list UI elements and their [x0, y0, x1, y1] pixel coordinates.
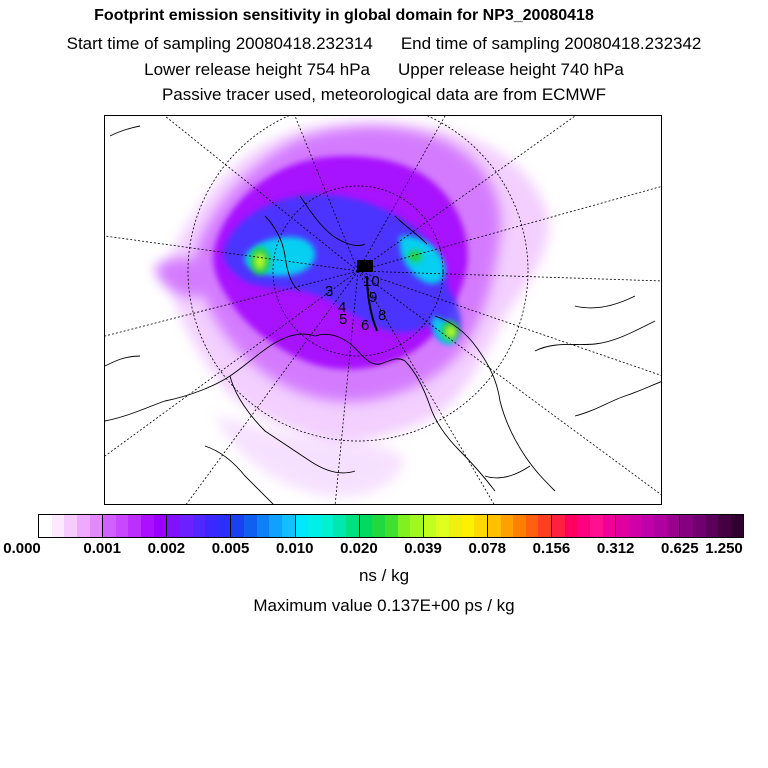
colorbar-tick-label: 0.078 — [468, 540, 507, 557]
colorbar-cell — [193, 515, 206, 537]
site-label-8: 8 — [378, 307, 387, 324]
site-label-5: 5 — [339, 311, 348, 328]
colorbar-cell — [641, 515, 654, 537]
colorbar-cell — [295, 515, 309, 537]
release-lower: Lower release height 754 hPa — [144, 60, 370, 79]
colorbar-cell — [321, 515, 334, 537]
colorbar-cell — [654, 515, 667, 537]
colorbar-cell — [282, 515, 295, 537]
colorbar-tick-label: 0.312 — [596, 540, 635, 557]
colorbar-cell — [269, 515, 282, 537]
colorbar-cell — [731, 515, 744, 537]
site-label-4: 4 — [338, 299, 347, 316]
colorbar-cell — [166, 515, 180, 537]
colorbar-tick-labels — [0, 540, 768, 560]
colorbar-cell — [244, 515, 257, 537]
site-label-10: 10 — [363, 273, 380, 290]
colorbar-cell — [39, 515, 52, 537]
colorbar-cell — [679, 515, 693, 537]
colorbar-cell — [218, 515, 231, 537]
colorbar-cell — [590, 515, 603, 537]
colorbar-cell — [501, 515, 514, 537]
colorbar-cell — [154, 515, 167, 537]
release-heights — [0, 60, 768, 80]
colorbar-cell — [577, 515, 590, 537]
colorbar-cell — [102, 515, 116, 537]
colorbar-cell — [693, 515, 706, 537]
colorbar-cell — [423, 515, 437, 537]
colorbar-cell — [629, 515, 642, 537]
colorbar-units: ns / kg — [358, 566, 410, 585]
colorbar-tick-label: 0.625 — [661, 540, 699, 557]
colorbar-cell — [513, 515, 526, 537]
colorbar-tick-label: 0.005 — [211, 540, 250, 557]
site-label-3: 3 — [325, 283, 334, 300]
colorbar-cell — [52, 515, 65, 537]
sampling-start: Start time of sampling 20080418.232314 — [66, 34, 373, 53]
colorbar-cell — [603, 515, 616, 537]
colorbar-tick-label: 0.156 — [532, 540, 571, 557]
plot-title: Footprint emission sensitivity in global domain for NP3_20080418 — [94, 7, 594, 24]
colorbar-cell — [398, 515, 411, 537]
colorbar-cell — [385, 515, 398, 537]
colorbar-cell — [487, 515, 501, 537]
release-upper: Upper release height 740 hPa — [398, 60, 624, 79]
site-label-9: 9 — [369, 289, 378, 306]
colorbar-tick-label: 0.000 — [3, 540, 41, 557]
colorbar-cell — [474, 515, 487, 537]
maximum-value-text: Maximum value 0.137E+00 ps / kg — [253, 596, 515, 615]
colorbar-cell — [141, 515, 154, 537]
colorbar-cell — [257, 515, 270, 537]
colorbar-cell — [372, 515, 385, 537]
colorbar-tick-label: 0.020 — [340, 540, 378, 557]
colorbar — [38, 514, 744, 538]
colorbar-cell — [551, 515, 565, 537]
colorbar-cell — [526, 515, 539, 537]
colorbar-cell — [128, 515, 141, 537]
colorbar-cell — [308, 515, 321, 537]
colorbar-cell — [77, 515, 90, 537]
colorbar-cell — [180, 515, 193, 537]
colorbar-cell — [565, 515, 578, 537]
colorbar-cell — [410, 515, 423, 537]
colorbar-cell — [718, 515, 731, 537]
colorbar-cell — [359, 515, 373, 537]
tracer-note: Passive tracer used, meteorological data are from ECMWF — [161, 85, 607, 104]
colorbar-cell — [90, 515, 103, 537]
site-label-6: 6 — [361, 317, 370, 334]
colorbar-cell — [538, 515, 551, 537]
colorbar-tick-label: 0.039 — [404, 540, 442, 557]
colorbar-cell — [706, 515, 719, 537]
colorbar-cell — [205, 515, 218, 537]
colorbar-cell — [64, 515, 77, 537]
colorbar-cell — [333, 515, 346, 537]
colorbar-tick-label: 0.001 — [83, 540, 121, 557]
colorbar-tick-label: 0.002 — [147, 540, 186, 557]
colorbar-cell — [449, 515, 462, 537]
colorbar-tick-label: 1.250 — [705, 540, 743, 557]
sampling-end: End time of sampling 20080418.232342 — [400, 34, 702, 53]
colorbar-cell — [462, 515, 475, 537]
sampling-times — [0, 34, 768, 54]
colorbar-cell — [346, 515, 359, 537]
map-panel — [104, 115, 662, 505]
colorbar-cell — [667, 515, 680, 537]
colorbar-cell — [230, 515, 244, 537]
colorbar-tick-label: 0.010 — [275, 540, 314, 557]
colorbar-cell — [436, 515, 449, 537]
footprint-map — [105, 116, 662, 505]
colorbar-cell — [116, 515, 129, 537]
colorbar-cell — [615, 515, 629, 537]
